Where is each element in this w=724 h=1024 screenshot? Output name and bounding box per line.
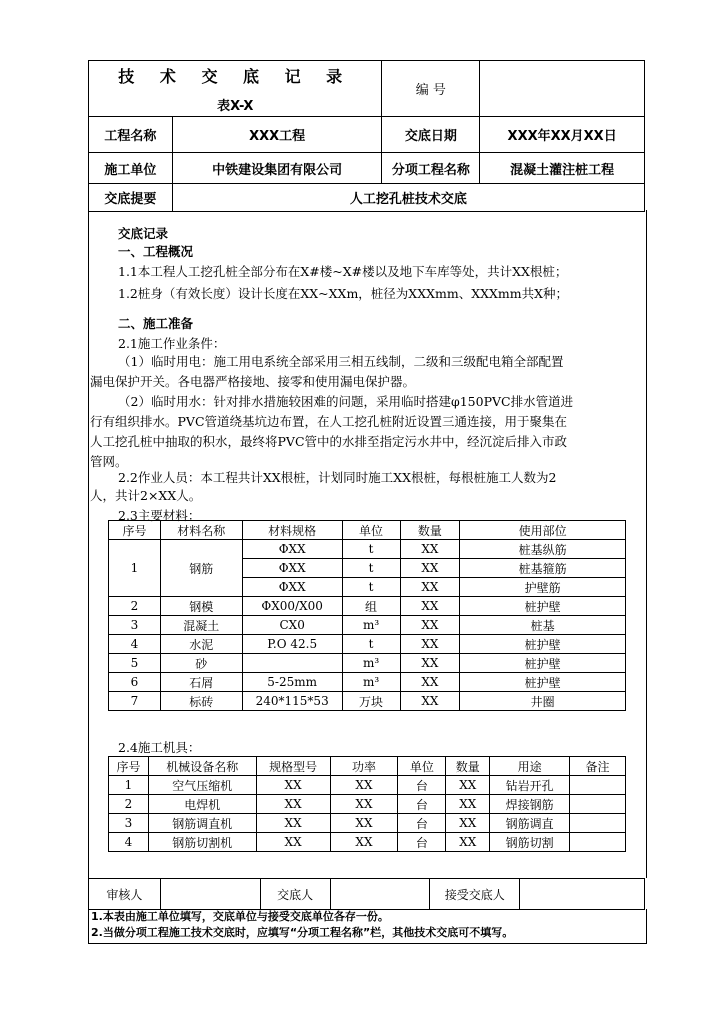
mat-header-cell: 序号	[109, 521, 161, 540]
summary-label: 交底提要	[89, 184, 173, 212]
cell-name: 钢筋调直机	[148, 814, 256, 833]
cell-unit: t	[342, 559, 400, 578]
cell-use: 井圈	[460, 692, 626, 711]
cell-use: 桩基	[460, 616, 626, 635]
para-2-1: 2.1施工作业条件：	[118, 336, 226, 351]
para-2-4: 2.4施工机具：	[118, 740, 201, 755]
cell-unit: 台	[398, 814, 446, 833]
mach-header-cell: 机械设备名称	[148, 757, 256, 776]
cell-unit: 台	[398, 795, 446, 814]
cell-no: 2	[109, 795, 149, 814]
cell-model: XX	[256, 833, 330, 852]
materials-header-row	[109, 521, 626, 540]
cell-power: XX	[330, 814, 398, 833]
section-1-title: 一、工程概况	[118, 244, 194, 259]
para-2-1-1a: （1）临时用电：施工用电系统全部采用三相五线制，二级和三级配电箱全部配置	[118, 354, 564, 369]
table-row	[109, 795, 626, 814]
cell-unit: t	[342, 540, 400, 559]
mat-header-cell: 单位	[342, 521, 400, 540]
cell-spec: CX0	[242, 616, 342, 635]
sub-project-label: 分项工程名称	[382, 153, 480, 184]
table-row	[109, 692, 626, 711]
cell-no: 2	[109, 597, 161, 616]
cell-no: 3	[109, 814, 149, 833]
mach-header-cell: 序号	[109, 757, 149, 776]
para-1-2: 1.2桩身（有效长度）设计长度在XX~XXm，桩径为XXXmm、XXXmm共X种；	[118, 286, 569, 301]
para-2-1-1b: 漏电保护开关。各电器严格接地、接零和使用漏电保护器。	[90, 374, 416, 389]
cell-name: 钢筋切割机	[148, 833, 256, 852]
table-row	[109, 597, 626, 616]
cell-spec: 5-25mm	[242, 673, 342, 692]
cell-spec: P.O 42.5	[242, 635, 342, 654]
para-2-1-2b: 行有组织排水。PVC管道绕基坑边布置，在人工挖孔桩附近设置三通连接，用于聚集在	[90, 414, 568, 429]
cell-unit: m³	[342, 616, 400, 635]
cell-model: XX	[256, 814, 330, 833]
form-number: 表X-X	[217, 98, 254, 114]
mach-header-cell: 备注	[570, 757, 626, 776]
cell-unit: 万块	[342, 692, 400, 711]
cell-qty: XX	[446, 833, 490, 852]
receiver-field[interactable]	[520, 879, 645, 910]
summary-value: 人工挖孔桩技术交底	[172, 184, 644, 212]
table-row	[109, 776, 626, 795]
materials-table	[108, 520, 626, 711]
cell-use: 桩护壁	[460, 635, 626, 654]
cell-qty: XX	[446, 776, 490, 795]
cell-note	[570, 833, 626, 852]
cell-unit: m³	[342, 673, 400, 692]
cell-no: 5	[109, 654, 161, 673]
code-label: 编 号	[382, 61, 480, 117]
cell-no: 4	[109, 635, 161, 654]
note-2: 2.当做分项工程施工技术交底时，应填写“分项工程名称”栏，其他技术交底可不填写。	[91, 926, 514, 939]
discloser-field[interactable]	[330, 879, 430, 910]
table-row	[109, 814, 626, 833]
cell-unit: 台	[398, 776, 446, 795]
cell-qty: XX	[400, 540, 460, 559]
cell-power: XX	[330, 833, 398, 852]
cell-note	[570, 776, 626, 795]
cell-name: 钢模	[160, 597, 242, 616]
cell-unit: m³	[342, 654, 400, 673]
cell-power: XX	[330, 776, 398, 795]
cell-name: 砂	[160, 654, 242, 673]
steel-no: 1	[109, 540, 161, 597]
reviewer-field[interactable]	[160, 879, 260, 910]
receiver-label: 接受交底人	[430, 879, 520, 910]
discloser-label: 交底人	[260, 879, 330, 910]
project-name-label: 工程名称	[89, 117, 173, 153]
sub-project-value: 混凝土灌注桩工程	[480, 153, 645, 184]
cell-name: 石屑	[160, 673, 242, 692]
mat-header-cell: 数量	[400, 521, 460, 540]
cell-unit: 组	[342, 597, 400, 616]
cell-model: XX	[256, 795, 330, 814]
header-table	[88, 60, 645, 212]
mat-header-cell: 使用部位	[460, 521, 626, 540]
mach-header-cell: 功率	[330, 757, 398, 776]
unit-value: 中铁建设集团有限公司	[172, 153, 382, 184]
notes-box	[88, 909, 647, 944]
cell-use: 焊接钢筋	[490, 795, 570, 814]
cell-no: 4	[109, 833, 149, 852]
record-title: 交底记录	[118, 226, 169, 241]
cell-use: 钢筋切割	[490, 833, 570, 852]
steel-name: 钢筋	[160, 540, 242, 597]
date-value: XXX年XX月XX日	[480, 117, 645, 153]
project-name-value: XXX工程	[172, 117, 382, 153]
code-value	[480, 61, 645, 117]
cell-name: 混凝土	[160, 616, 242, 635]
signature-table	[88, 878, 645, 910]
table-row	[109, 635, 626, 654]
cell-no: 7	[109, 692, 161, 711]
table-row	[109, 540, 626, 559]
cell-spec: ΦXX	[242, 540, 342, 559]
para-1-1: 1.1本工程人工挖孔桩全部分布在X#楼~X#楼以及地下车库等处，共计XX根桩；	[118, 264, 568, 279]
machines-header-row	[109, 757, 626, 776]
title-cell	[89, 61, 382, 117]
para-2-1-2c: 人工挖孔桩中抽取的积水，最终将PVC管中的水排至指定污水井中，经沉淀后排入市政	[90, 434, 568, 449]
cell-qty: XX	[400, 654, 460, 673]
cell-qty: XX	[400, 578, 460, 597]
mat-header-cell: 材料规格	[242, 521, 342, 540]
cell-unit: t	[342, 635, 400, 654]
cell-unit: 台	[398, 833, 446, 852]
mach-header-cell: 单位	[398, 757, 446, 776]
cell-use: 桩护壁	[460, 597, 626, 616]
cell-unit: t	[342, 578, 400, 597]
para-2-1-2d: 管网。	[90, 454, 128, 469]
unit-label: 施工单位	[89, 153, 173, 184]
table-row	[109, 673, 626, 692]
cell-use: 桩基纵筋	[460, 540, 626, 559]
cell-use: 护壁筋	[460, 578, 626, 597]
date-label: 交底日期	[382, 117, 480, 153]
reviewer-label: 审核人	[89, 879, 161, 910]
para-2-1-2a: （2）临时用水：针对排水措施较困难的问题，采用临时搭建φ150PVC排水管道进	[118, 394, 574, 409]
cell-qty: XX	[400, 559, 460, 578]
cell-qty: XX	[400, 635, 460, 654]
cell-use: 钻岩开孔	[490, 776, 570, 795]
cell-qty: XX	[400, 597, 460, 616]
cell-qty: XX	[400, 673, 460, 692]
cell-name: 电焊机	[148, 795, 256, 814]
cell-name: 标砖	[160, 692, 242, 711]
cell-note	[570, 814, 626, 833]
mach-header-cell: 数量	[446, 757, 490, 776]
note-1: 1.本表由施工单位填写，交底单位与接受交底单位各存一份。	[91, 910, 389, 923]
mach-header-cell: 规格型号	[256, 757, 330, 776]
para-2-2a: 2.2作业人员：本工程共计XX根桩，计划同时施工XX根桩，每根桩施工人数为2	[118, 470, 557, 485]
cell-qty: XX	[446, 814, 490, 833]
cell-qty: XX	[400, 616, 460, 635]
cell-qty: XX	[446, 795, 490, 814]
section-2-title: 二、施工准备	[118, 316, 194, 331]
para-2-2b: 人，共计2×XX人。	[90, 488, 202, 503]
cell-spec: ΦX00/X00	[242, 597, 342, 616]
cell-use: 桩护壁	[460, 673, 626, 692]
mach-header-cell: 用途	[490, 757, 570, 776]
cell-spec: ΦXX	[242, 578, 342, 597]
para-2-3: 2.3主要材料：	[118, 508, 201, 523]
cell-no: 3	[109, 616, 161, 635]
cell-qty: XX	[400, 692, 460, 711]
cell-spec: ΦXX	[242, 559, 342, 578]
mat-header-cell: 材料名称	[160, 521, 242, 540]
cell-use: 桩基箍筋	[460, 559, 626, 578]
cell-no: 1	[109, 776, 149, 795]
cell-name: 水泥	[160, 635, 242, 654]
cell-spec	[242, 654, 342, 673]
cell-note	[570, 795, 626, 814]
cell-spec: 240*115*53	[242, 692, 342, 711]
form-title: 技 术 交 底 记 录	[118, 66, 353, 86]
cell-power: XX	[330, 795, 398, 814]
cell-no: 6	[109, 673, 161, 692]
cell-use: 钢筋调直	[490, 814, 570, 833]
table-row	[109, 833, 626, 852]
cell-use: 桩护壁	[460, 654, 626, 673]
table-row	[109, 654, 626, 673]
machines-table	[108, 756, 626, 852]
table-row	[109, 616, 626, 635]
cell-name: 空气压缩机	[148, 776, 256, 795]
cell-model: XX	[256, 776, 330, 795]
